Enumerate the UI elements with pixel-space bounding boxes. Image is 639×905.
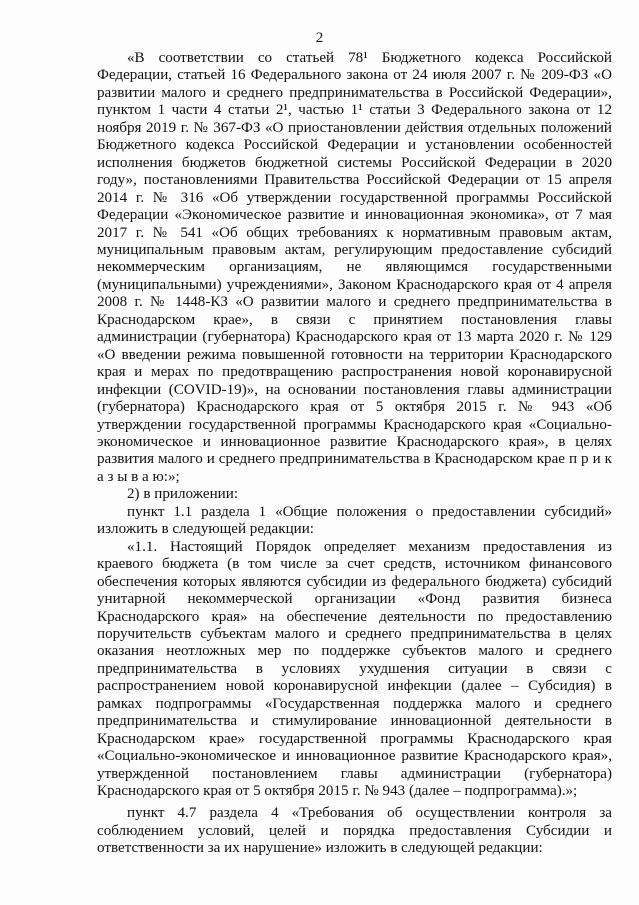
paragraph-point-4-7-intro: пункт 4.7 раздела 4 «Требования об осуществлении контроля за соблюдением условий, целей и порядка предоставления Субсидии и ответственности за их нарушение» изложить в следующей редакции: [97,805,612,857]
paragraph-preamble: «В соответствии со статьей 78¹ Бюджетного кодекса Российской Федерации, статьей 16 Федерального закона от 24 июля 2007 г. № 209-ФЗ «О развитии малого и среднего предпринимательства в Российской Федерации», пунктом 1 части 4 статьи 2¹, частью 1¹ статьи 3 Федерального закона от 12 ноября 2019 г. № 367-ФЗ «О приостановлении действия отдельных положений Бюджетного кодекса Российской Федерации и установлении особенностей исполнения бюджетов бюджетной системы Российской Федерации в 2020 году», постановлениями Правительства Российской Федерации от 15 апреля 2014 г. № 316 «Об утверждении государственной программы Российской Федерации «Экономическое развитие и инновационная экономика», от 7 мая 2017 г. № 541 «Об общих требованиях к нормативным правовым актам, муниципальным правовым актам, регулирующим предоставление субсидий некоммерческим организациям, не являющимся государственными (муниципальными) учреждениями», Законом Краснодарского края от 4 апреля 2008 г. № 1448-КЗ «О развитии малого и среднего предпринимательства в Краснодарском крае», в связи с принятием постановления главы администрации (губернатора) Краснодарского края от 13 марта 2020 г. № 129 «О введении режима повышенной готовности на территории Краснодарского края и мерах по предотвращению распространения новой коронавирусной инфекции (COVID-19)», на основании постановления главы администрации (губернатора) Краснодарского края от 5 октября 2015 г. № 943 «Об утверждении государственной программы Краснодарского края «Социально-экономическое и инновационное развитие Краснодарского края», в целях развития малого и среднего предпринимательства в Краснодарском крае п р и к а з ы в а ю:»; [97,50,612,485]
paragraph-point-1-1-text: «1.1. Настоящий Порядок определяет механизм предоставления из краевого бюджета (в том числе за счет средств, источником финансового обеспечения которых являются субсидии из федерального бюджета) субсидий унитарной некоммерческой организации «Фонд развития бизнеса Краснодарского края» на обеспечение деятельности по предоставлению поручительств субъектам малого и среднего предпринимательства в целях оказания неотложных мер по поддержке субъектов малого и среднего предпринимательства в условиях ухудшения ситуации в связи с распространением новой коронавирусной инфекции (далее – Субсидия) в рамках подпрограммы «Государственная поддержка малого и среднего предпринимательства и стимулирование инновационной деятельности в Краснодарском крае» государственной программы Краснодарского края «Социально-экономическое и инновационное развитие Краснодарского края», утвержденной постановлением главы администрации (губернатора) Краснодарского края от 5 октября 2015 г. № 943 (далее – подпрограмма).»; [97,538,612,800]
document-body [97,50,612,858]
page-number: 2 [315,30,324,46]
paragraph-point-1-1-intro: пункт 1.1 раздела 1 «Общие положения о предоставлении субсидий» изложить в следующей редакции: [97,503,612,538]
paragraph-item-2: 2) в приложении: [127,486,239,503]
